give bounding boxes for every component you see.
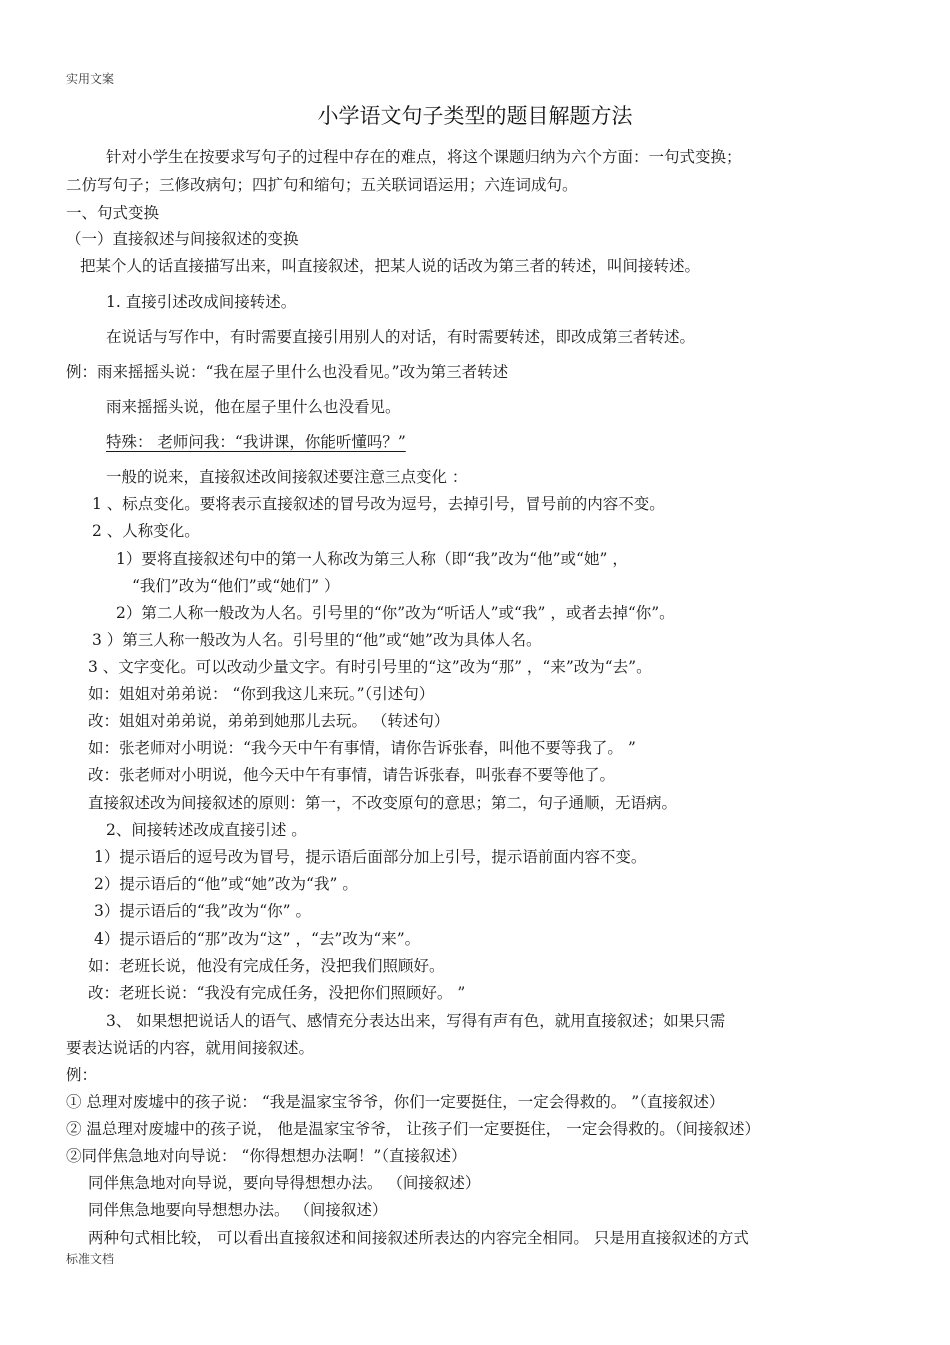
- special-example-line: 特殊： 老师问我：“我讲课，你能听懂吗？”: [106, 433, 406, 451]
- list-item: 3 ）第三人称一般改为人名。引号里的“他”或“她”改为具体人名。: [92, 631, 542, 649]
- example-line: ② 温总理对废墟中的孩子说， 他是温家宝爷爷， 让孩子们一定要挺住， 一定会得救的。（间接叙述）: [66, 1120, 760, 1138]
- paragraph-line: 要表达说话的内容，就用间接叙述。: [66, 1039, 315, 1057]
- example-line: 雨来摇摇头说，他在屋子里什么也没看见。: [106, 398, 401, 416]
- list-item: 4）提示语后的“那”改为“这” ，“去”改为“来”。: [94, 930, 421, 948]
- example-line: 如：张老师对小明说：“我今天中午有事情，请你告诉张春，叫他不要等我了。 ”: [88, 739, 636, 757]
- example-line: 同伴焦急地要向导想想办法。 （间接叙述）: [88, 1201, 388, 1219]
- section-heading: 一、句式变换: [66, 204, 160, 222]
- page-title: 小学语文句子类型的题目解题方法: [317, 104, 633, 128]
- example-line: ① 总理对废墟中的孩子说： “我是温家宝爷爷，你们一定要挺住，一定会得救的。 ”（直接叙述）: [66, 1093, 725, 1111]
- example-line: 改：老班长说：“我没有完成任务，没把你们照顾好。 ”: [88, 984, 466, 1002]
- example-line: 同伴焦急地对向导说，要向导得想想办法。 （间接叙述）: [88, 1174, 481, 1192]
- paragraph-line: 针对小学生在按要求写句子的过程中存在的难点，将这个课题归纳为六个方面：一句式变换；: [106, 148, 742, 166]
- paragraph-line: 直接叙述改为间接叙述的原则：第一，不改变原句的意思；第二，句子通顺，无语病。: [88, 794, 678, 812]
- paragraph-line: 3、 如果想把说话人的语气、感情充分表达出来，写得有声有色，就用直接叙述；如果只需: [106, 1012, 726, 1030]
- paragraph-line: 二仿写句子；三修改病句；四扩句和缩句；五关联词语运用；六连词成句。: [66, 176, 578, 194]
- subsection-heading: （一）直接叙述与间接叙述的变换: [66, 230, 299, 248]
- list-item: 2）第二人称一般改为人名。引号里的“你”改为“听话人”或“我” ，或者去掉“你”。: [116, 604, 675, 622]
- example-line: ②同伴焦急地对向导说： “你得想想办法啊！”（直接叙述）: [66, 1147, 467, 1165]
- paragraph-line: 把某个人的话直接描写出来，叫直接叙述，把某人说的话改为第三者的转述，叫间接转述。: [80, 257, 701, 275]
- page-header: 实用文案: [66, 72, 115, 86]
- paragraph-line: 在说话与写作中，有时需要直接引用别人的对话，有时需要转述，即改成第三者转述。: [106, 328, 696, 346]
- list-item: 1 、标点变化。要将表示直接叙述的冒号改为逗号，去掉引号，冒号前的内容不变。: [92, 495, 665, 513]
- page-footer: 标准文档: [66, 1252, 115, 1266]
- example-line: 改：姐姐对弟弟说，弟弟到她那儿去玩。 （转述句）: [88, 712, 450, 730]
- example-label: 例：: [66, 1066, 98, 1084]
- list-item: “我们”改为“他们”或“她们” ）: [132, 577, 340, 595]
- list-item: 2）提示语后的“他”或“她”改为“我” 。: [94, 875, 358, 893]
- list-item: 1）提示语后的逗号改为冒号，提示语后面部分加上引号，提示语前面内容不变。: [94, 848, 647, 866]
- item-heading: 2、间接转述改成直接引述 。: [106, 821, 307, 839]
- item-heading: 1. 直接引述改成间接转述。: [106, 293, 297, 311]
- example-line: 例：雨来摇摇头说：“我在屋子里什么也没看见。”改为第三者转述: [66, 363, 509, 381]
- example-line: 如：老班长说，他没有完成任务，没把我们照顾好。: [88, 957, 445, 975]
- list-item: 3 、文字变化。可以改动少量文字。有时引号里的“这”改为“那” ，“来”改为“去”。: [88, 658, 652, 676]
- example-line: 如：姐姐对弟弟说： “你到我这儿来玩。”（引述句）: [88, 685, 435, 703]
- list-item: 3）提示语后的“我”改为“你” 。: [94, 902, 311, 920]
- paragraph-line: 一般的说来，直接叙述改间接叙述要注意三点变化 ：: [106, 468, 468, 486]
- list-item: 2 、人称变化。: [92, 522, 200, 540]
- paragraph-line: 两种句式相比较， 可以看出直接叙述和间接叙述所表达的内容完全相同。 只是用直接叙述的方式: [88, 1229, 749, 1247]
- example-line: 改：张老师对小明说，他今天中午有事情，请告诉张春，叫张春不要等他了。: [88, 766, 616, 784]
- list-item: 1）要将直接叙述句中的第一人称改为第三人称（即“我”改为“他”或“她” ，: [116, 550, 628, 568]
